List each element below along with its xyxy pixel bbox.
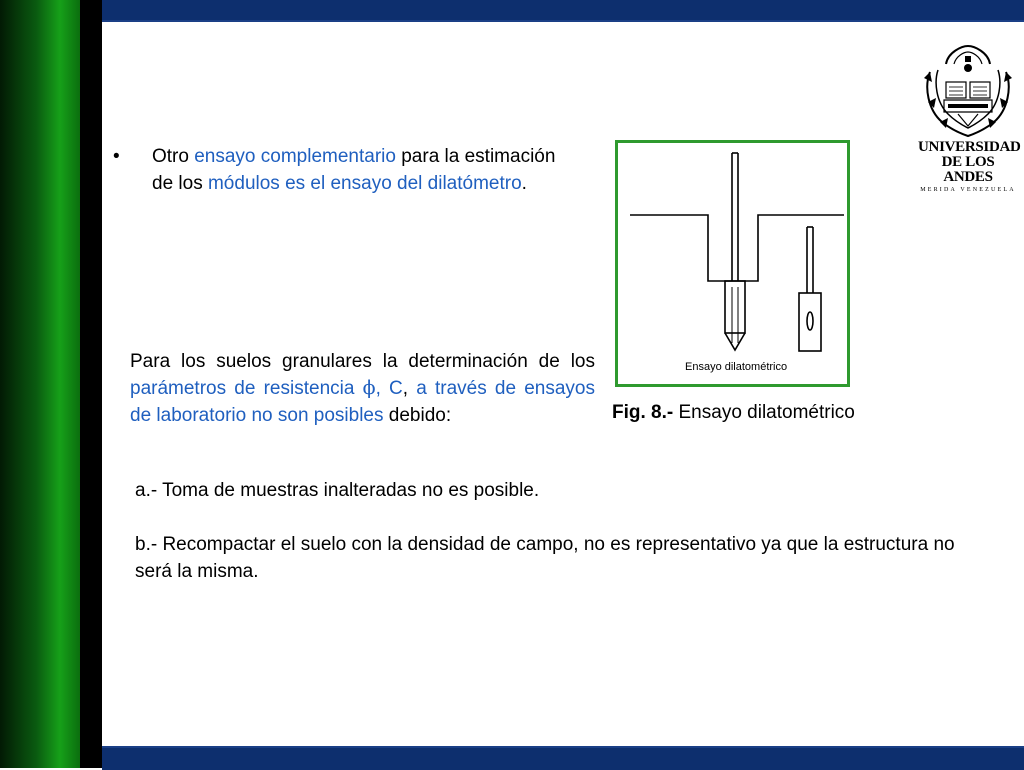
list-item-b — [135, 531, 975, 585]
granular-highlight-2: a través de ensayos de laboratorio no son posibles — [130, 378, 595, 426]
granular-highlight-c: , C — [375, 378, 403, 399]
university-seal-icon — [918, 42, 1018, 138]
intro-text-1: Otro — [152, 146, 195, 167]
list-item-a: a.- Toma de muestras inalteradas no es posible. — [135, 480, 540, 501]
intro-paragraph — [152, 143, 572, 197]
figure-caption-number: Fig. 8.- — [612, 402, 674, 423]
bullet-marker: • — [113, 146, 120, 167]
dilatometer-diagram — [618, 143, 847, 384]
university-name-line1: UNIVERSIDAD — [918, 139, 1021, 155]
intro-highlight-1: ensayo complementario — [194, 146, 396, 167]
university-location: MERIDA VENEZUELA — [920, 187, 1016, 193]
figure-caption-text: Ensayo dilatométrico — [673, 402, 855, 423]
university-name-line2: DE LOS ANDES — [941, 154, 995, 185]
granular-text-2: , — [402, 378, 417, 399]
granular-highlight-1: parámetros de resistencia — [130, 378, 355, 399]
left-green-bar — [0, 0, 80, 768]
bottom-navy-bar — [102, 746, 1024, 770]
intro-text-3: . — [521, 173, 527, 194]
granular-text-3: debido: — [383, 405, 452, 426]
top-navy-bar — [102, 0, 1024, 22]
intro-highlight-2: módulos es el ensayo del dilatómetro — [207, 173, 522, 194]
phi-symbol: ϕ — [362, 377, 376, 399]
intro-text-2: para la estimación de los — [152, 146, 556, 194]
granular-space — [354, 378, 362, 399]
left-black-bar — [80, 0, 102, 768]
list-item-b-text: b.- Recompactar el suelo con la densidad de campo, no es representativo ya que la estructura no será la misma — [135, 534, 955, 582]
university-name — [918, 139, 1021, 195]
granular-text-1: Para los suelos granulares la determinación de los — [130, 351, 595, 372]
figure-caption — [612, 399, 855, 426]
dilatometer-figure — [615, 140, 850, 387]
figure-inner-label: Ensayo dilatométrico — [685, 361, 788, 373]
granular-soils-paragraph — [130, 348, 595, 429]
list-item-b-period: . — [253, 561, 259, 582]
university-logo — [918, 42, 1018, 143]
